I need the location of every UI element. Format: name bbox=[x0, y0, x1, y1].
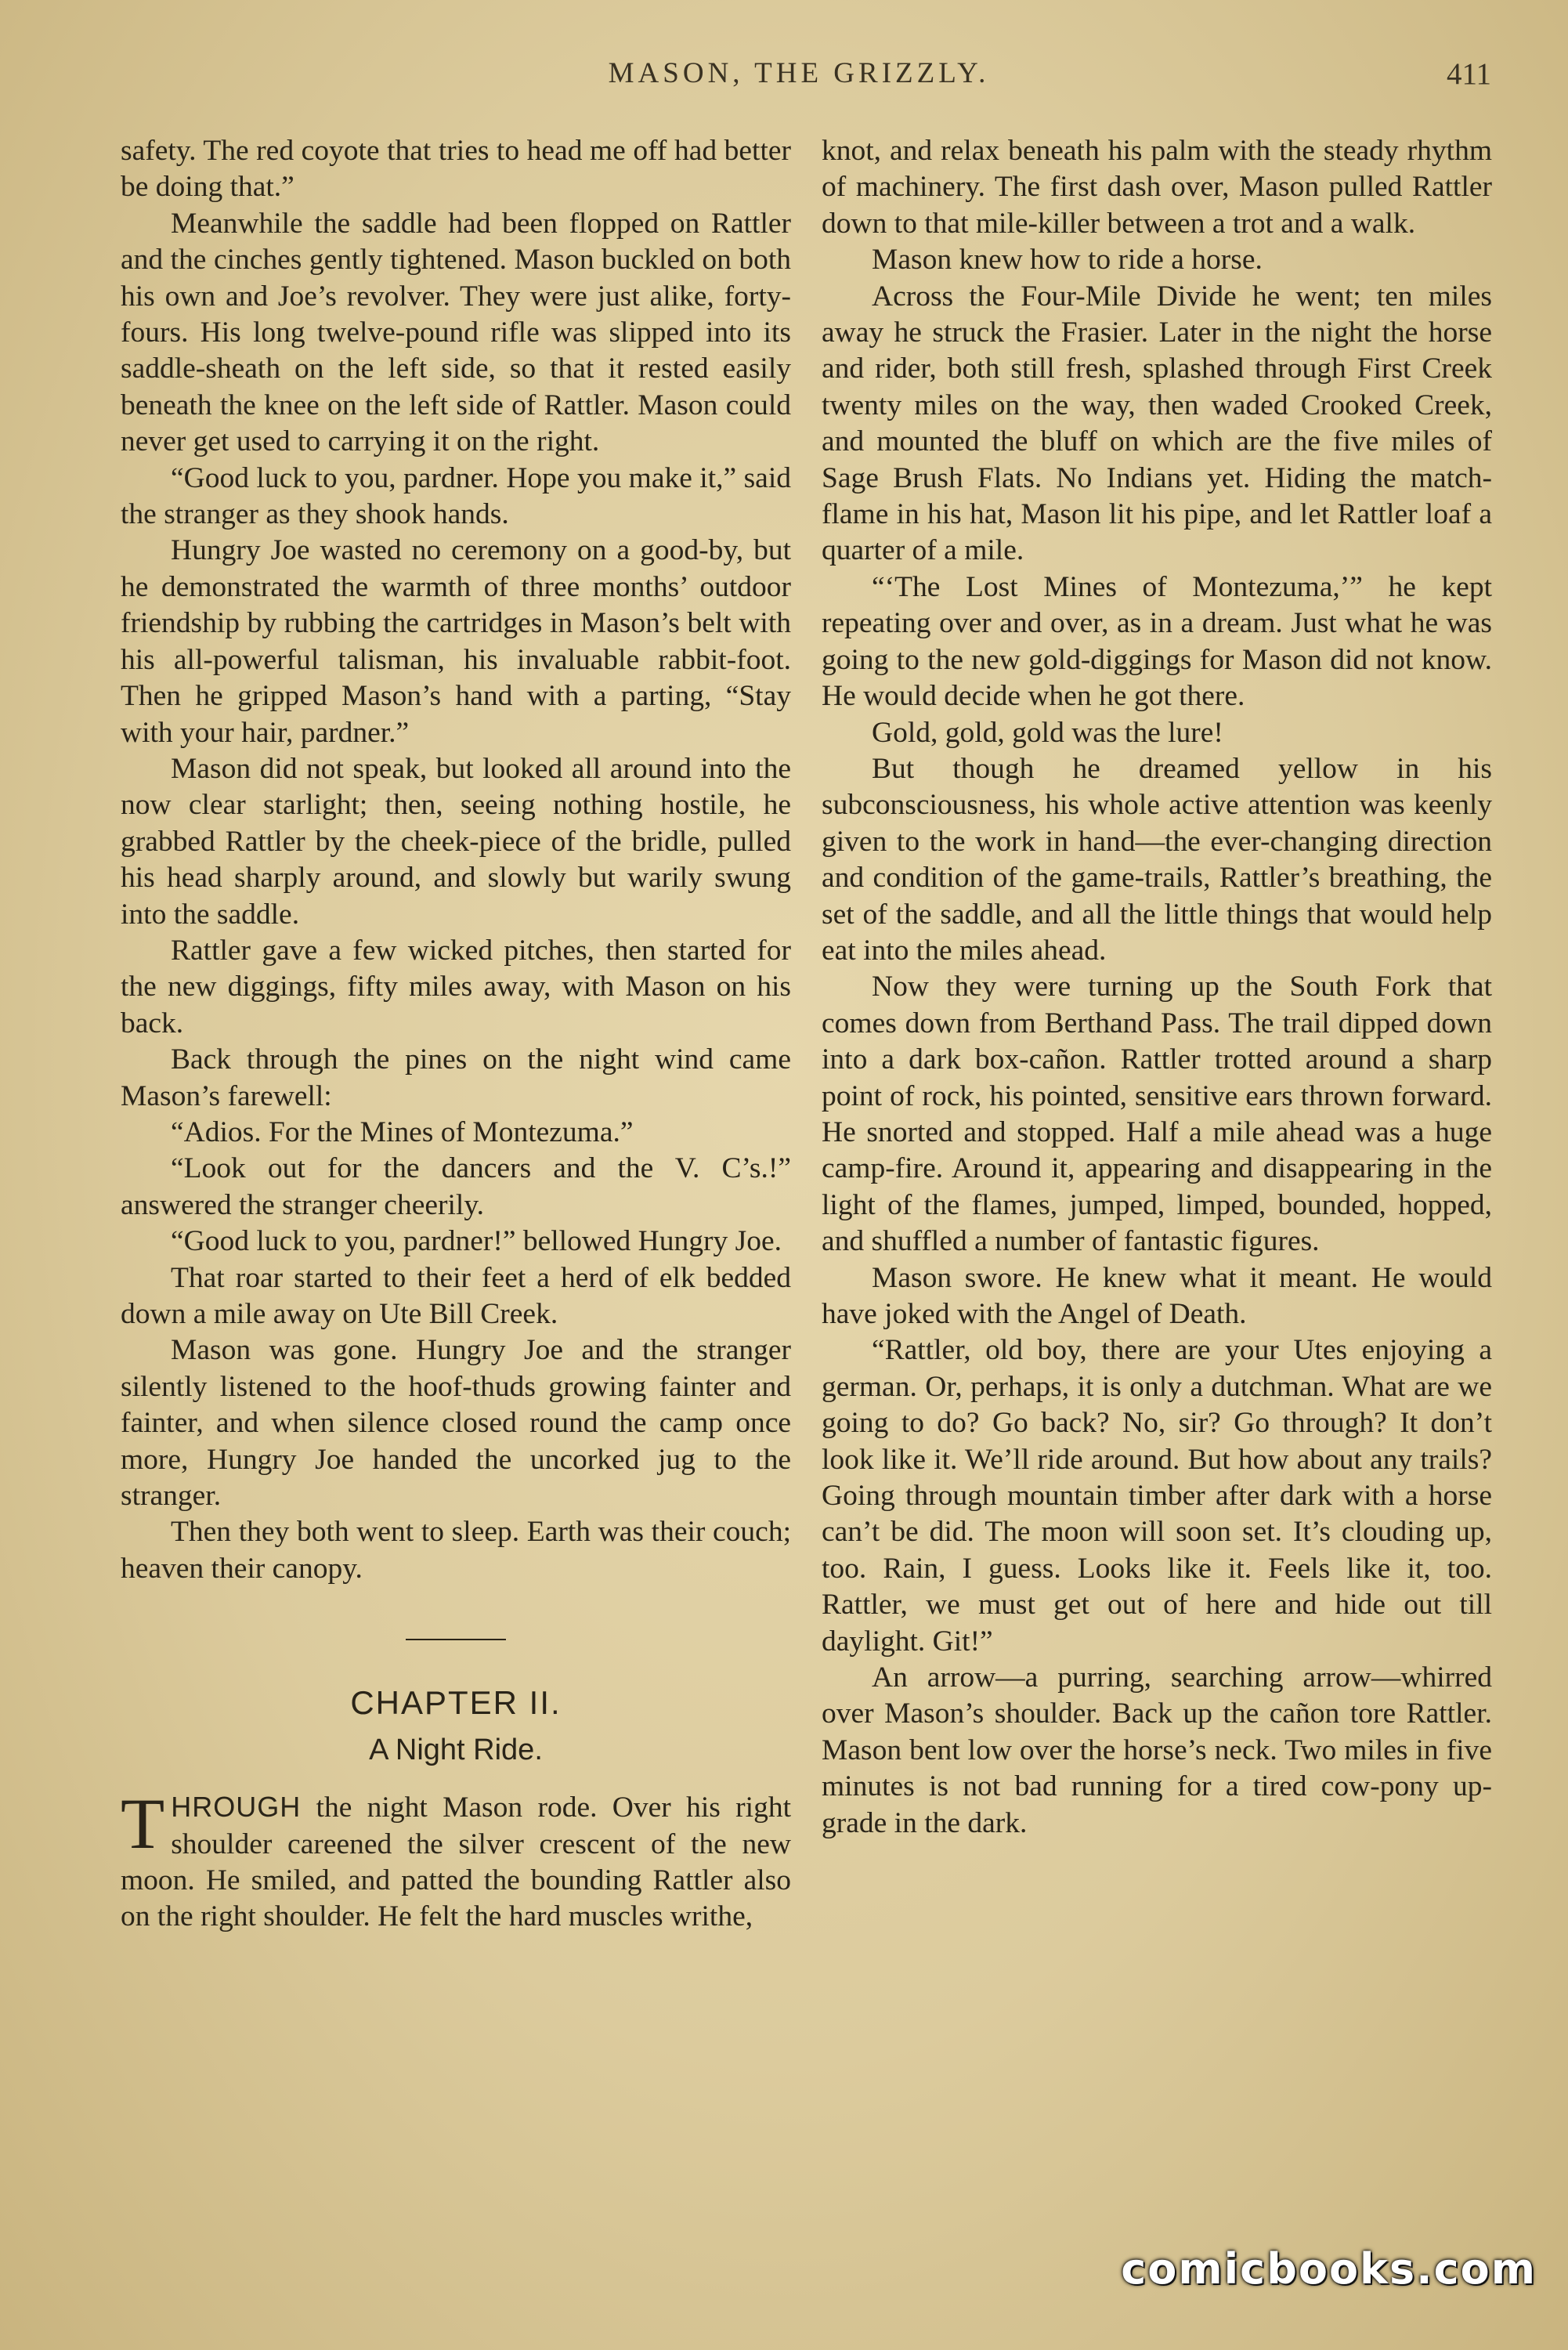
paragraph: An arrow—a purring, searching arrow—whirred over Mason’s shoulder. Back up the cañon tore Rattler. Mason bent low over the horse’s neck. Two miles in five minutes is not bad running for a tired cow-pony up-grade in the dark. bbox=[822, 1661, 1492, 1839]
paragraph: But though he dreamed yellow in his subconsciousness, his whole active attention was keenly given to the work in hand—the ever-changing direction and condition of the game-trails, Rattler’s breathing, the set of the saddle, and all the little things that would help eat into the miles ahead. bbox=[822, 752, 1492, 967]
paragraph: Rattler gave a few wicked pitches, then started for the new diggings, fifty miles away, with Mason on his back. bbox=[121, 934, 791, 1039]
section-divider bbox=[406, 1639, 506, 1640]
right-column bbox=[822, 133, 1492, 1842]
opening-smallcaps: HROUGH bbox=[171, 1791, 302, 1824]
paragraph: Then they both went to sleep. Earth was their couch; heaven their canopy. bbox=[121, 1516, 791, 1585]
paragraph: “Rattler, old boy, there are your Utes enjoying a german. Or, perhaps, it is only a dutchman. What are we going to do? Go back? No, sir? Go through? It don’t look like it. We’ll ride around. But how about any trails? Going through mountain timber after dark with a horse can’t be did. The moon will soon set. It’s clouding up, too. Rain, I guess. Looks like it. Feels like it, too. Rattler, we must get out of here and hide out till daylight. Git!” bbox=[822, 1334, 1492, 1658]
paragraph: Mason knew how to ride a horse. bbox=[872, 244, 1263, 277]
paragraph: safety. The red coyote that tries to head me off had better be doing that.” bbox=[121, 135, 791, 204]
page-number: 411 bbox=[1446, 57, 1491, 91]
paragraph: That roar started to their feet a herd of elk bedded down a mile away on Ute Bill Creek. bbox=[121, 1261, 791, 1330]
paragraph: Mason swore. He knew what it meant. He would have joked with the Angel of Death. bbox=[822, 1261, 1492, 1330]
paragraph: “Good luck to you, pardner!” bellowed Hungry Joe. bbox=[171, 1225, 782, 1258]
paragraph: Now they were turning up the South Fork that comes down from Berthand Pass. The trail dipped down into a dark box-cañon. Rattler trotted around a sharp point of rock, his pointed, sensitive ears thrown forward. He snorted and stopped. Half a mile ahead was a huge camp-fire. Around it, appearing and disappearing in the light of the flames, jumped, limped, bounded, hopped, and shuffled a number of fantastic figures. bbox=[822, 971, 1492, 1258]
paragraph: Mason was gone. Hungry Joe and the stranger silently listened to the hoof-thuds growing fainter and fainter, and when silence closed round the camp once more, Hungry Joe handed the uncorked jug to the stranger. bbox=[121, 1334, 791, 1513]
paragraph: Gold, gold, gold was the lure! bbox=[872, 716, 1223, 749]
paragraph: “Good luck to you, pardner. Hope you make it,” said the stranger as they shook hands. bbox=[121, 461, 791, 531]
running-head: MASON, THE GRIZZLY. bbox=[608, 57, 990, 89]
opening-text: the night Mason rode. Over his right shoulder careened the silver crescent of the new moon. He smiled, and patted the bounding Rattler also on the right shoulder. He felt the hard muscles writhe, bbox=[121, 1791, 791, 1933]
paragraph: “Adios. For the Mines of Montezuma.” bbox=[171, 1115, 634, 1148]
watermark: comicbooks.com bbox=[1121, 2244, 1537, 2294]
paragraph: “Look out for the dancers and the V. C’s.!” answered the stranger cheerily. bbox=[121, 1152, 791, 1221]
left-column bbox=[121, 133, 791, 1936]
drop-cap: T bbox=[121, 1784, 165, 1864]
paragraph: Across the Four-Mile Divide he went; ten miles away he struck the Frasier. Later in the night the horse and rider, both still fresh, splashed through First Creek twenty miles on the way, then waded Crooked Creek, and mounted the bluff on which are the five miles of Sage Brush Flats. No Indians yet. Hiding the match-flame in his hat, Mason lit his pipe, and let Rattler loaf a quarter of a mile. bbox=[822, 280, 1492, 567]
paragraph: Mason did not speak, but looked all around into the now clear starlight; then, seeing nothing hostile, he grabbed Rattler by the cheek-piece of the bridle, pulled his head sharply around, and slowly but warily swung into the saddle. bbox=[121, 752, 791, 931]
paragraph: “‘The Lost Mines of Montezuma,’” he kept repeating over and over, as in a dream. Just what he was going to the new gold-diggings for Mason did not know. He would decide when he got there. bbox=[822, 570, 1492, 713]
paragraph: knot, and relax beneath his palm with the steady rhythm of machinery. The first dash over, Mason pulled Rattler down to that mile-killer between a trot and a walk. bbox=[822, 135, 1492, 240]
paragraph: Back through the pines on the night wind came Mason’s farewell: bbox=[121, 1043, 791, 1112]
chapter-opening-paragraph bbox=[121, 1784, 791, 1936]
paragraph: Hungry Joe wasted no ceremony on a good-by, but he demonstrated the warmth of three months’ outdoor friendship by rubbing the cartridges in Mason’s belt with his all-powerful talisman, his invaluable rabbit-foot. Then he gripped Mason’s hand with a parting, “Stay with your hair, pardner.” bbox=[121, 534, 791, 749]
chapter-subtitle: A Night Ride. bbox=[369, 1734, 543, 1767]
chapter-heading: CHAPTER II. bbox=[350, 1684, 562, 1722]
page-header bbox=[0, 56, 1568, 111]
paragraph: Meanwhile the saddle had been flopped on Rattler and the cinches gently tightened. Mason buckled on both his own and Joe’s revolver. They were just alike, forty-fours. His long twelve-pound rifle was slipped into its saddle-sheath on the left side, so that it rested easily beneath the knee on the left side of Rattler. Mason could never get used to carrying it on the right. bbox=[121, 207, 791, 458]
